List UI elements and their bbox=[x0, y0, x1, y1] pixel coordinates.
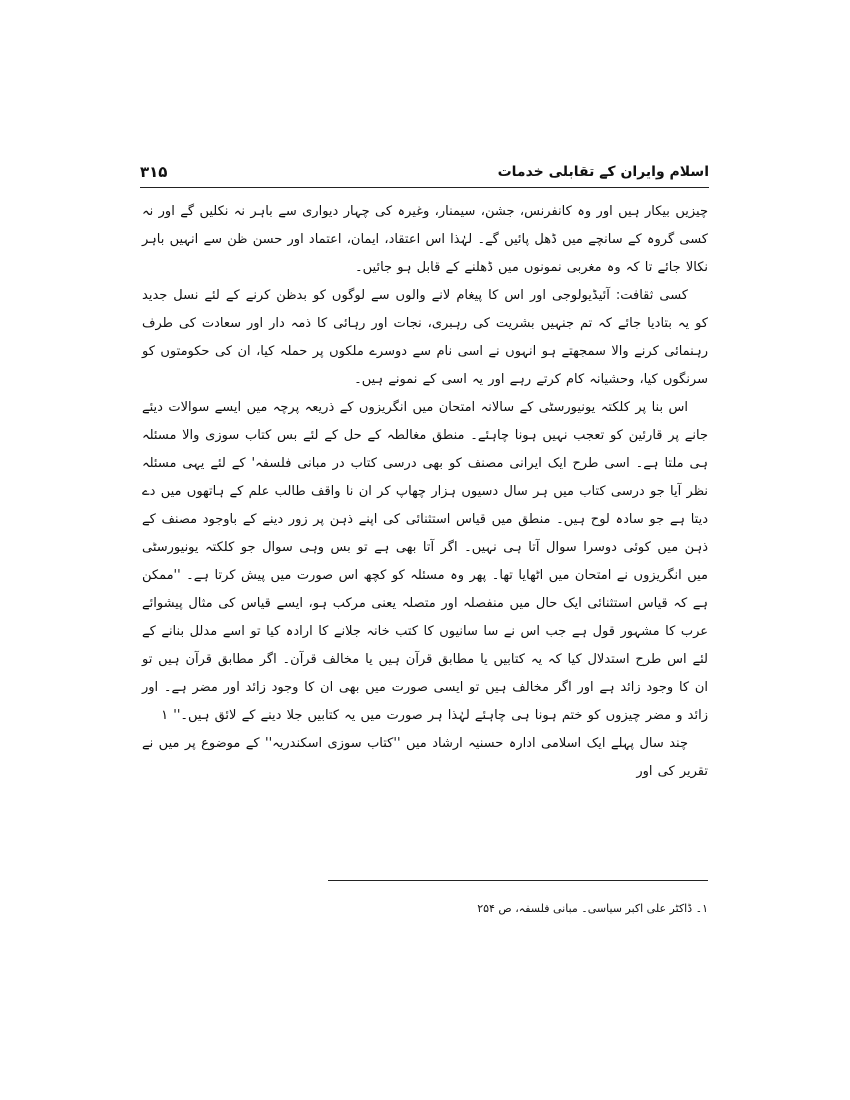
paragraph: چند سال پہلے ایک اسلامی ادارہ حسنیہ ارشاد میں ''کتاب سوزی اسکندریہ'' کے موضوع پر میں نے تقریر کی اور bbox=[142, 736, 708, 779]
running-title: اسلام وایران کے تقابلی خدمات bbox=[497, 164, 709, 180]
paragraph: کسی ثقافت: آئیڈیولوجی اور اس کا پیغام لانے والوں سے لوگوں کو بدظن کرنے کے لئے نسل جدید کو یہ بتادیا جائے کہ تم جنہیں بشریت کی رہبری، نجات اور رہائی کا ذمہ دار اور سعادت کی طرف رہنمائی کرنے والا سمجھتے ہو انہوں نے اسی نام سے دوسرے ملکوں پر حملہ کیا، ان کی حکومتوں کو سرنگوں کیا، وحشیانہ کام کرتے رہے اور یہ اسی کے نمونے ہیں۔ bbox=[142, 288, 708, 387]
footnote: ۱۔ ڈاکٹر علی اکبر سیاسی۔ مبانی فلسفہ، ص ۲۵۴ bbox=[477, 902, 708, 915]
header-rule bbox=[140, 187, 709, 188]
page-header bbox=[140, 162, 709, 188]
page-number: ۳۱۵ bbox=[140, 163, 168, 181]
footnote-rule bbox=[328, 880, 708, 881]
body-text bbox=[142, 198, 708, 786]
paragraph: اس بنا پر کلکتہ یونیورسٹی کے سالانہ امتحان میں انگریزوں کے ذریعہ پرچہ میں ایسے سوالات دیئے جانے پر قارئین کو تعجب نہیں ہونا چاہئے۔ منطق مغالطہ کے حل کے لئے بس کتاب سوزی والا مسئلہ ہی ملتا ہے۔ اسی طرح ایک ایرانی مصنف کو بھی درسی کتاب در مبانی فلسفہ' کے لئے یہی مسئلہ نظر آیا جو درسی کتاب میں ہر سال دسیوں ہزار چھاپ کر ان نا واقف طالب علم کے ہاتھوں میں دے دیتا ہے جو سادہ لوح ہیں۔ منطق میں قیاس استثنائی کی اپنے ذہن پر زور دینے کے باوجود مصنف کے ذہن میں کوئی دوسرا سوال آتا ہی نہیں۔ اگر آتا بھی ہے تو بس وہی سوال جو کلکتہ یونیورسٹی میں انگریزوں نے امتحان میں اٹھایا تھا۔ پھر وہ مسئلہ کو کچھ اس صورت میں پیش کرتا ہے۔ ''ممکن ہے کہ قیاس استثنائی ایک حال میں منفصلہ اور متصلہ یعنی مرکب ہو، ایسے قیاس کی مثال پیشوائے عرب کا مشہور قول ہے جب اس نے سا سانیوں کا کتب خانہ جلانے کا ارادہ کیا تو اسے مدلل بنانے کے لئے اس طرح استدلال کیا کہ یہ کتابیں یا مطابق قرآن ہیں یا مخالف قرآن۔ اگر مطابق قرآن ہیں تو ان کا وجود زائد ہے اور اگر مخالف ہیں تو ایسی صورت میں بھی ان کا وجود زائد اور مضر ہے۔ اور زائد و مضر چیزوں کو ختم ہونا ہی چاہئے لہٰذا ہر صورت میں یہ کتابیں جلا دینے کے لائق ہیں۔'' ۱ bbox=[142, 400, 708, 723]
paragraph: چیزیں بیکار ہیں اور وہ کانفرنس، جشن، سیمنار، وغیرہ کی چہار دیواری سے باہر نہ نکلیں گے اور نہ کسی گروہ کے سانچے میں ڈھل پائیں گے۔ لہٰذا اس اعتقاد، ایمان، اعتماد اور حسن ظن سے انہیں باہر نکالا جائے تا کہ وہ مغربی نمونوں میں ڈھلنے کے قابل ہو جائیں۔ bbox=[142, 204, 708, 275]
